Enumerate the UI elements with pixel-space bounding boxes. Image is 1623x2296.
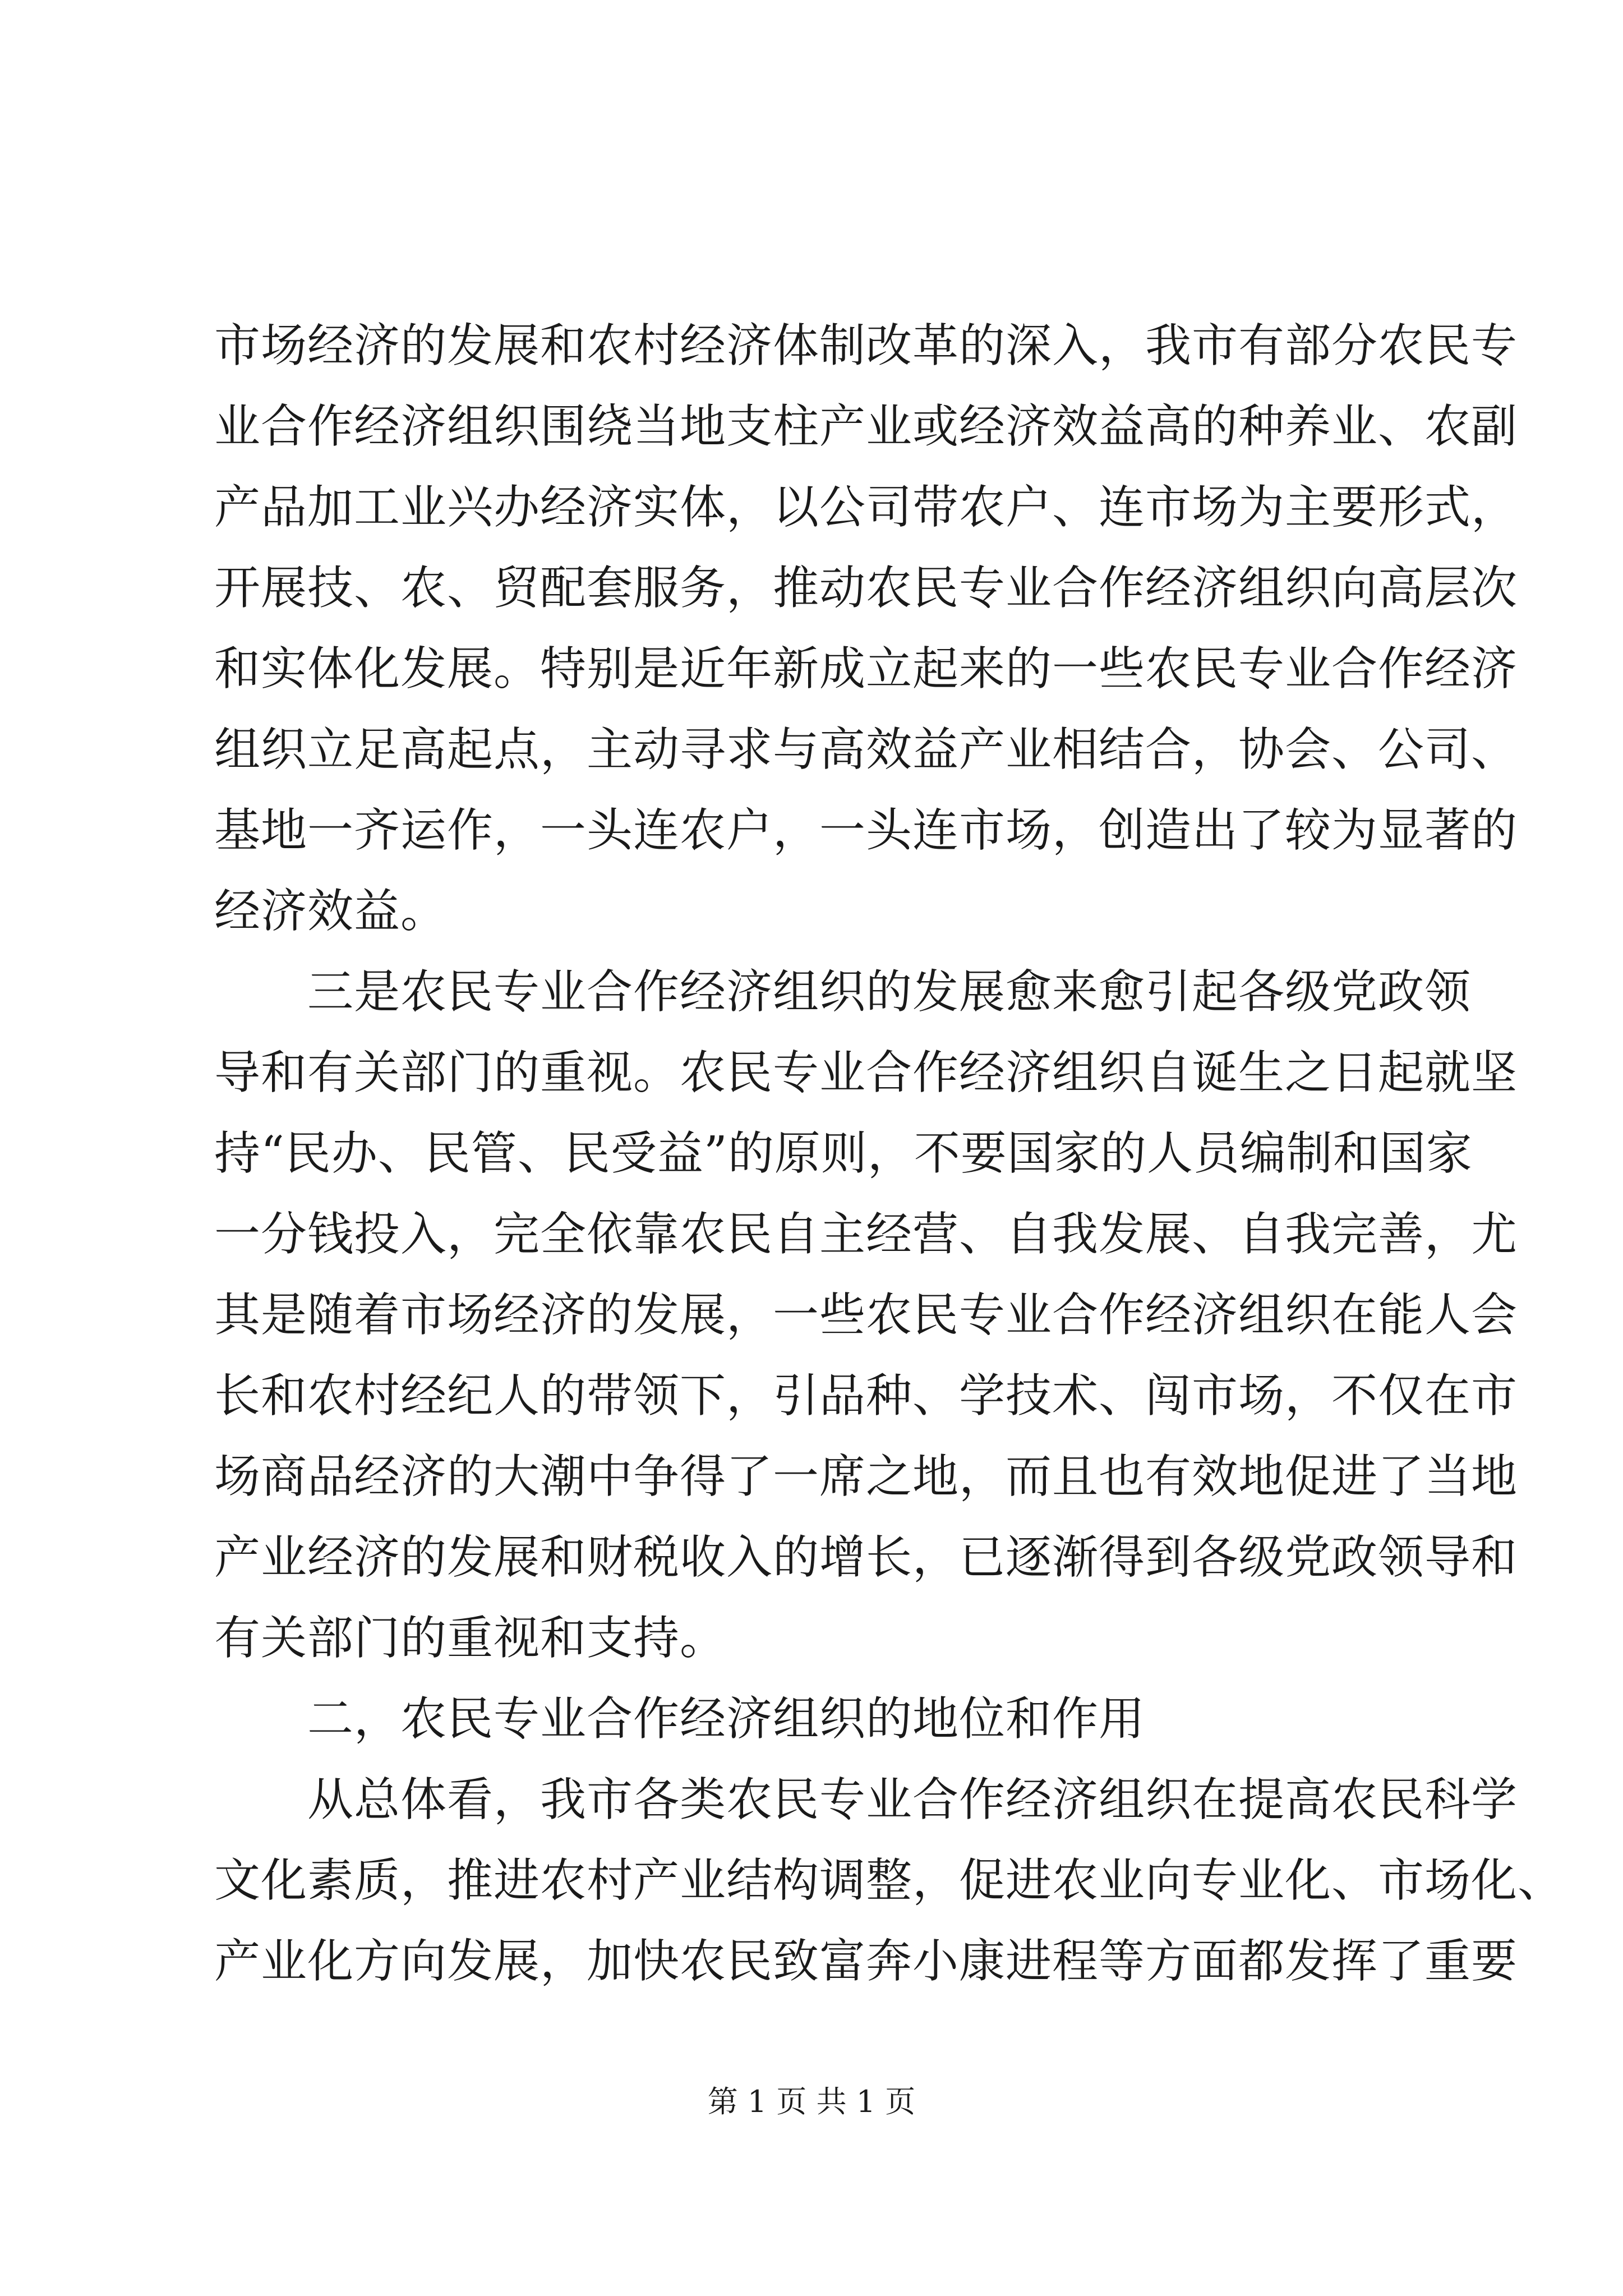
text-line: 基地一齐运作，一头连农户，一头连市场，创造出了较为显著的: [214, 804, 1518, 857]
text-line: 有关部门的重视和支持。: [214, 1612, 727, 1665]
text-line: 导和有关部门的重视。农民专业合作经济组织自诞生之日起就坚: [214, 1046, 1518, 1099]
page-footer: [0, 2082, 1623, 2122]
text-line: 从总体看，我市各类农民专业合作经济组织在提高农民科学: [214, 1773, 1518, 1826]
text-line: 开展技、农、贸配套服务，推动农民专业合作经济组织向高层次: [214, 562, 1518, 615]
text-line: 三是农民专业合作经济组织的发展愈来愈引起各级党政领: [214, 965, 1472, 1019]
text-line: 市场经济的发展和农村经济体制改革的深入，我市有部分农民专: [214, 319, 1518, 372]
text-line: 一分钱投入，完全依靠农民自主经营、自我发展、自我完善，尤: [214, 1208, 1518, 1261]
text-line: 和实体化发展。特别是近年新成立起来的一些农民专业合作经济: [214, 642, 1518, 696]
text-line: 业合作经济组织围绕当地支柱产业或经济效益高的种养业、农副: [214, 400, 1518, 453]
page-number-label: 第 1 页 共 1 页: [707, 2084, 916, 2119]
text-line: 产业化方向发展，加快农民致富奔小康进程等方面都发挥了重要: [214, 1935, 1518, 1988]
text-line: 文化素质，推进农村产业结构调整，促进农业向专业化、市场化、: [214, 1854, 1565, 1907]
body-text: [214, 306, 1565, 2002]
text-line: 经济效益。: [214, 885, 448, 938]
text-line: 二，农民专业合作经济组织的地位和作用: [214, 1692, 1146, 1746]
text-line: 长和农村经纪人的带领下，引品种、学技术、闯市场，不仅在市: [214, 1369, 1518, 1423]
text-line: 产业经济的发展和财税收入的增长，已逐渐得到各级党政领导和: [214, 1531, 1518, 1584]
text-line: 场商品经济的大潮中争得了一席之地，而且也有效地促进了当地: [214, 1450, 1518, 1503]
text-line: 持“民办、民管、民受益”的原则，不要国家的人员编制和国家: [214, 1127, 1473, 1180]
text-line: 其是随着市场经济的发展，一些农民专业合作经济组织在能人会: [214, 1289, 1518, 1342]
text-line: 组织立足高起点，主动寻求与高效益产业相结合，协会、公司、: [214, 723, 1518, 776]
text-line: 产品加工业兴办经济实体，以公司带农户、连市场为主要形式，: [214, 481, 1518, 534]
